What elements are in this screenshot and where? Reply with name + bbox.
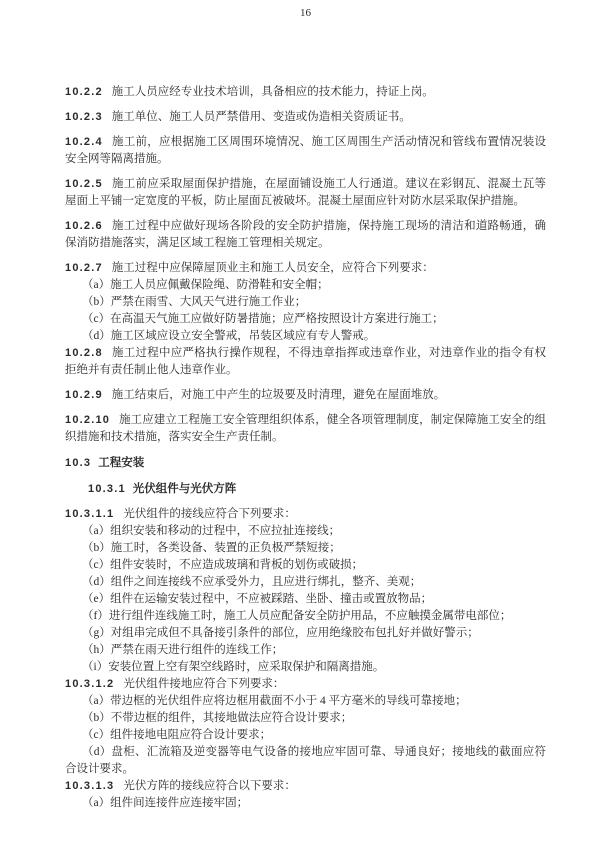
clause-paragraph xyxy=(65,109,546,126)
paragraph-text: 施工过程中应做好现场各阶段的安全防护措施，保持施工现场的清洁和道路畅通，确保消防措施落实，满足区域工程施工管理相关规定。 xyxy=(65,220,546,249)
document-body xyxy=(65,84,546,812)
paragraph-text: （b）严禁在雨雪、大风天气进行施工作业； xyxy=(82,296,307,308)
clause-number: 10.3.1.2 xyxy=(65,678,115,690)
paragraph-text: （c）在高温天气施工应做好防暑措施；应严格按照设计方案进行施工； xyxy=(82,313,444,325)
paragraph-text: 光伏组件与光伏方阵 xyxy=(132,483,237,495)
clause-paragraph xyxy=(65,84,546,101)
clause-paragraph xyxy=(65,218,546,252)
clause-number: 10.3.1 xyxy=(88,483,126,495)
clause-paragraph xyxy=(65,506,546,523)
paragraph-text: 施工结束后，对施工中产生的垃圾要及时清理，避免在屋面堆放。 xyxy=(111,389,446,401)
paragraph-text: 施工单位、施工人员严禁借用、变造或伪造相关资质证书。 xyxy=(111,111,411,123)
list-item xyxy=(65,311,546,328)
paragraph-text: （f）进行组件连线施工时，施工人员应配备安全防护用品，不应触摸金属带电部位； xyxy=(82,610,512,622)
paragraph-text: 施工前应采取屋面保护措施，在屋面铺设施工人行通道。建议在彩钢瓦、混凝土瓦等屋面上平铺一定宽度的平板，防止屋面瓦被破坏。混凝土屋面应针对防水层采取保护措施。 xyxy=(65,178,546,207)
list-item xyxy=(65,795,546,812)
paragraph-text: （a）组织安装和移动的过程中，不应拉扯连接线； xyxy=(82,525,341,537)
clause-number: 10.2.7 xyxy=(65,262,103,274)
paragraph-text: （d）施工区域应设立安全警戒，吊装区域应有专人警戒。 xyxy=(82,330,376,342)
section-heading xyxy=(65,455,546,472)
clause-number: 10.2.9 xyxy=(65,389,103,401)
clause-number: 10.2.5 xyxy=(65,178,103,190)
paragraph-text: （c）组件接地电阻应符合设计要求； xyxy=(82,729,272,741)
clause-number: 10.2.10 xyxy=(65,414,111,426)
paragraph-text: 施工过程中应严格执行操作规程，不得违章指挥或违章作业，对违章作业的指令有权拒绝并有责任制止他人违章作业。 xyxy=(65,347,546,376)
list-item xyxy=(65,659,546,676)
list-item xyxy=(65,744,546,778)
clause-number: 10.3.1.1 xyxy=(65,508,115,520)
paragraph-text: 施工应建立工程施工安全管理组织体系，健全各项管理制度，制定保障施工安全的组织措施和技术措施，落实安全生产责任制。 xyxy=(65,414,546,443)
clause-paragraph xyxy=(65,412,546,446)
clause-paragraph xyxy=(65,676,546,693)
paragraph-text: （e）组件在运输安装过程中，不应被踩踏、坐卧、撞击或置放物品； xyxy=(82,593,433,605)
list-item xyxy=(65,523,546,540)
clause-number: 10.2.4 xyxy=(65,136,103,148)
paragraph-text: （b）施工时，各类设备、装置的正负极严禁短接； xyxy=(82,542,341,554)
list-item xyxy=(65,625,546,642)
clause-paragraph xyxy=(65,260,546,277)
clause-paragraph xyxy=(65,778,546,795)
paragraph-text: （a）带边框的光伏组件应将边框用截面不小于 4 平方毫米的导线可靠接地； xyxy=(82,695,467,707)
list-item xyxy=(65,591,546,608)
paragraph-text: 施工过程中应保障屋顶业主和施工人员安全，应符合下列要求： xyxy=(111,262,434,274)
paragraph-text: （d）盘柜、汇流箱及逆变器等电气设备的接地应牢固可靠、导通良好；接地线的截面应符合设计要求。 xyxy=(65,746,546,775)
paragraph-text: （a）施工人员应佩戴保险绳、防滑鞋和安全帽； xyxy=(82,279,329,291)
list-item xyxy=(65,328,546,345)
paragraph-text: 光伏方阵的接线应符合以下要求： xyxy=(123,780,296,792)
clause-paragraph xyxy=(65,134,546,168)
clause-number: 10.2.3 xyxy=(65,111,103,123)
paragraph-text: 施工人员应经专业技术培训，具备相应的技术能力，持证上岗。 xyxy=(111,86,434,98)
paragraph-text: （a）组件间连接件应连接牢固； xyxy=(82,797,249,809)
paragraph-text: 工程安装 xyxy=(98,457,145,469)
clause-paragraph xyxy=(65,176,546,210)
paragraph-text: （d）组件之间连接线不应承受外力，且应进行绑扎，整齐、美观； xyxy=(82,576,422,588)
list-item xyxy=(65,693,546,710)
paragraph-text: （h）严禁在雨天进行组件的连线工作； xyxy=(82,644,284,656)
clause-paragraph xyxy=(65,345,546,379)
clause-number: 10.2.6 xyxy=(65,220,103,232)
paragraph-text: （b）不带边框的组件，其接地做法应符合设计要求； xyxy=(82,712,353,724)
paragraph-text: 光伏组件的接线应符合下列要求： xyxy=(123,508,296,520)
list-item xyxy=(65,710,546,727)
paragraph-text: （i）安装位置上空有架空线路时，应采取保护和隔离措施。 xyxy=(82,661,385,673)
list-item xyxy=(65,557,546,574)
list-item xyxy=(65,277,546,294)
clause-number: 10.3.1.3 xyxy=(65,780,115,792)
paragraph-text: （c）组件安装时，不应造成玻璃和背板的划伤或破损； xyxy=(82,559,364,571)
clause-number: 10.2.8 xyxy=(65,347,103,359)
list-item xyxy=(65,608,546,625)
list-item xyxy=(65,642,546,659)
clause-paragraph xyxy=(65,387,546,404)
page-number: 16 xyxy=(300,7,311,19)
paragraph-text: （g）对组串完成但不具备接引条件的部位，应用绝缘胶布包扎好并做好警示； xyxy=(82,627,479,639)
list-item xyxy=(65,294,546,311)
paragraph-text: 光伏组件接地应符合下列要求： xyxy=(123,678,285,690)
list-item xyxy=(65,727,546,744)
clause-number: 10.3 xyxy=(65,457,92,469)
list-item xyxy=(65,574,546,591)
section-heading xyxy=(88,481,546,498)
clause-number: 10.2.2 xyxy=(65,86,103,98)
paragraph-text: 施工前，应根据施工区周围环境情况、施工区周围生产活动情况和管线布置情况装设安全网等隔离措施。 xyxy=(65,136,546,165)
list-item xyxy=(65,540,546,557)
